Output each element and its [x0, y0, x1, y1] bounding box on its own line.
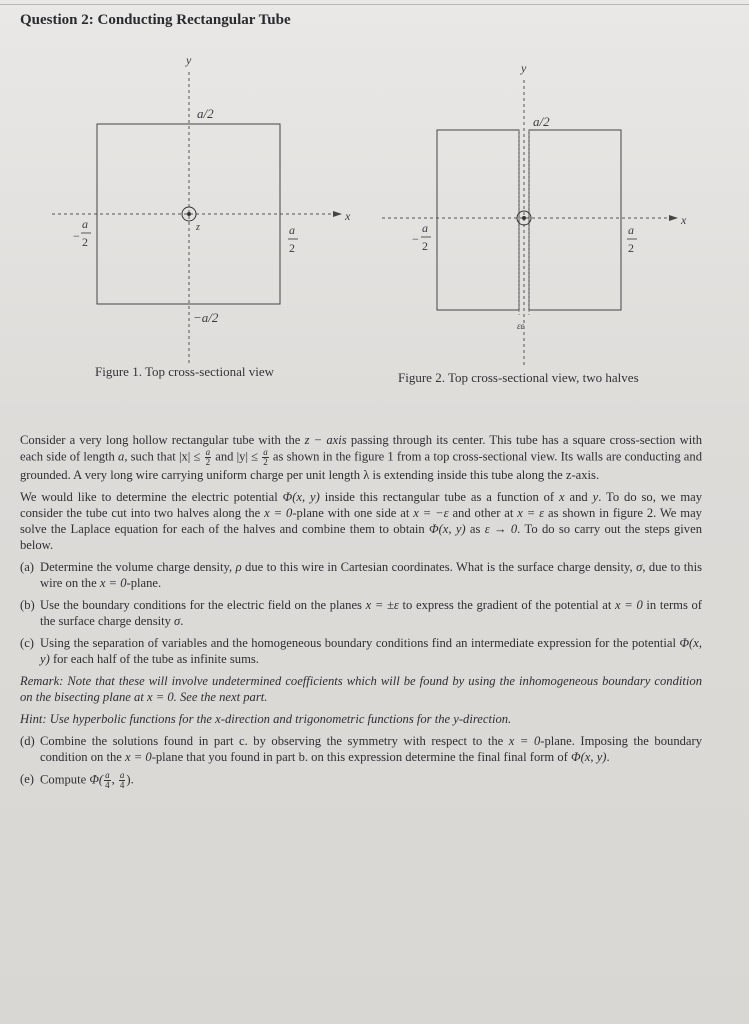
figure-2-caption: Figure 2. Top cross-sectional view, two halves — [398, 370, 639, 385]
part-a: (a) Determine the volume charge density, ρ due to this wire in Cartesian coordinates. What is the surface charge density, σ, due to this wire on the x = 0-plane. — [20, 560, 702, 590]
fig2-wire-dot — [522, 216, 526, 220]
part-e: (e) Compute Φ( $\frac{a}{4}$ , $\frac{a}{4}$ ). — [20, 770, 134, 790]
problem-body — [20, 432, 702, 796]
figure-1-caption: Figure 1. Top cross-sectional view — [95, 364, 275, 379]
fig2-right-num: a — [628, 223, 634, 237]
part-c: (c) Using the separation of variables and the homogeneous boundary conditions find an intermediate expression for the potential Φ(x, y) for each half of the tube as infinite sums. — [20, 636, 702, 666]
fig2-top-label: a/2 — [533, 114, 550, 129]
remark: Remark: Note that these will involve undetermined coefficients which will be found by using the inhomogeneous boundary condition on the bisecting plane at x = 0. See the next part. — [20, 674, 702, 704]
figure-2 — [380, 50, 700, 370]
fig1-left-num: a — [82, 217, 88, 231]
fig2-gap-label: εε — [517, 321, 525, 331]
fig1-y-label: y — [186, 53, 192, 67]
fig1-x-arrow — [333, 211, 342, 217]
fig1-left-sign: − — [73, 229, 80, 243]
fig1-x-label: x — [345, 209, 351, 223]
fig1-top-label: a/2 — [197, 106, 214, 121]
fig1-bottom-label: −a/2 — [193, 310, 219, 325]
figure-1 — [50, 50, 370, 370]
part-d: (d) Combine the solutions found in part c. by observing the symmetry with respect to the x = 0-plane. Imposing the boundary condition on the x = 0-plane that you found in part b. on this expression determine the final final form of Φ(x, y). — [20, 734, 702, 764]
fig2-y-label: y — [521, 61, 527, 75]
fig1-left-den: 2 — [82, 235, 88, 249]
fig2-right-den: 2 — [628, 241, 634, 255]
hint: Hint: Use hyperbolic functions for the x-direction and trigonometric functions for the y-direction. — [20, 712, 512, 726]
fig2-x-label: x — [681, 213, 687, 227]
fig1-right-den: 2 — [289, 241, 295, 255]
fig2-right-half — [529, 130, 621, 310]
question-title: Question 2: Conducting Rectangular Tube — [20, 12, 291, 28]
fig2-left-sign: − — [412, 232, 419, 246]
fig1-right-num: a — [289, 223, 295, 237]
method-paragraph: We would like to determine the electric potential Φ(x, y) inside this rectangular tube as a function of x and y. To do so, we may consider the tube cut into two halves along the x = 0-plane with one side at x = −ε and other at x = ε as shown in figure 2. We may solve the Laplace equation for each of the halves and combine them to obtain Φ(x, y) as ε → 0. To do so carry out the steps given below. — [20, 490, 703, 552]
fig2-left-num: a — [422, 221, 428, 235]
fig2-left-den: 2 — [422, 239, 428, 253]
fig2-left-half — [437, 130, 519, 310]
fig2-x-arrow — [669, 215, 678, 221]
fig1-wire-label: z — [196, 222, 200, 233]
intro-paragraph: Consider a very long hollow rectangular tube with the z − axis passing through its center. This tube has a square cross-section with each side of length a, such that |x| ≤ $\frac{a}{2}$ and |y| ≤ $\frac{a}{2}$ as shown in the figure 1 from a top cross-sectional view. Its walls are conducting and grounded. A very long wire carrying uniform charge per unit length λ is extending inside this tube along the z-axis. — [20, 433, 702, 482]
part-b: (b) Use the boundary conditions for the electric field on the planes x = ±ε to express the gradient of the potential at x = 0 in terms of the surface charge density σ. — [20, 598, 702, 628]
fig1-wire-dot — [187, 212, 191, 216]
top-rule — [0, 4, 749, 5]
